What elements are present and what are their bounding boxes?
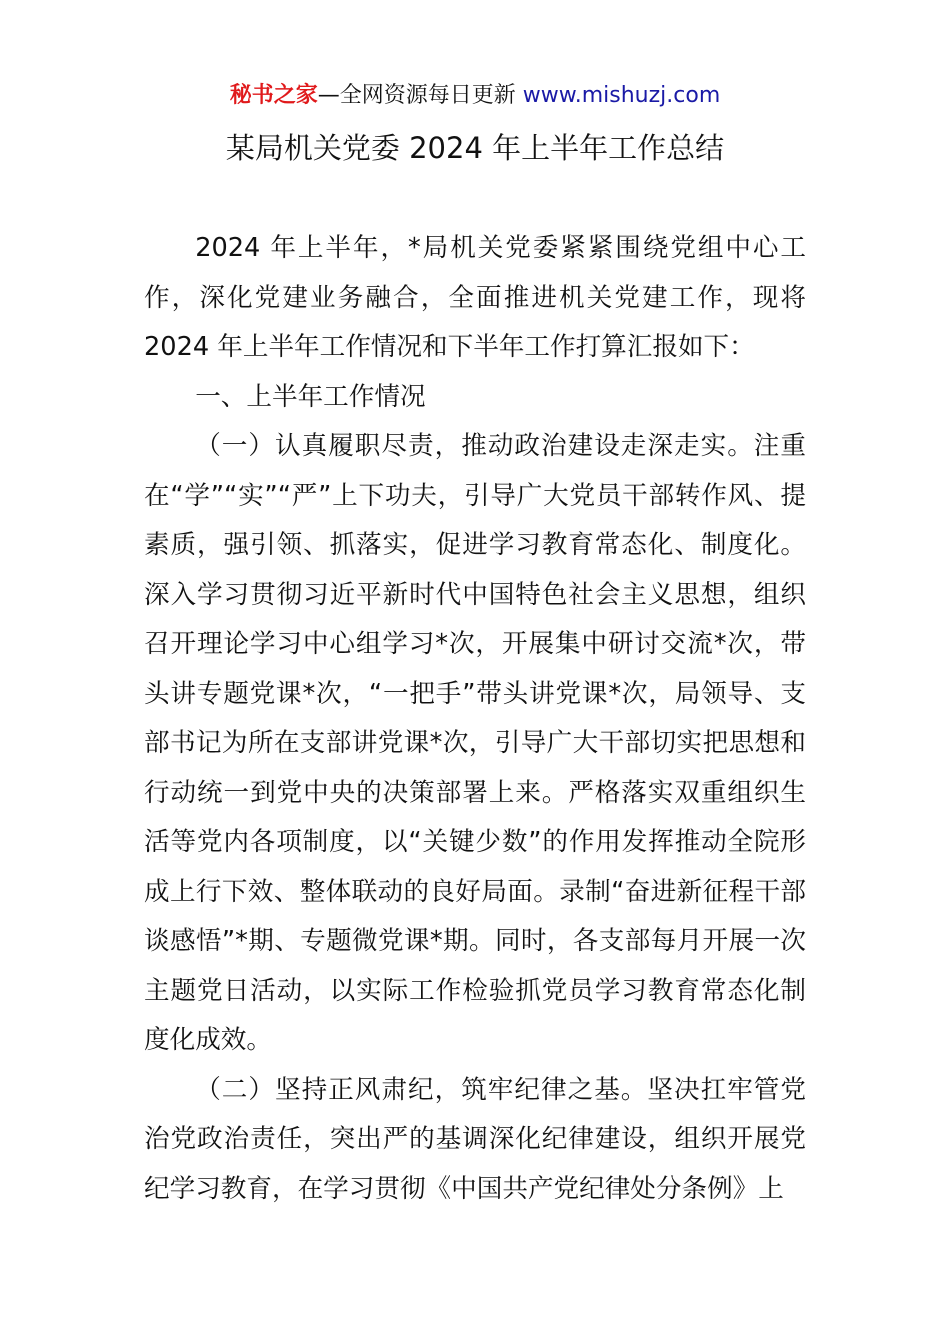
section-heading: 一、上半年工作情况: [195, 381, 426, 412]
paragraph-political-building: （一）认真履职尽责，推动政治建设走深走实。注重在“学”“实”“严”上下功夫，引导广大党员干部转作风、提素质，强引领、抓落实，促进学习教育常态化、制度化。深入学习贯彻习近平新时代中国特色社会主义思想，组织召开理论学习中心组学习*次，开展集中研讨交流*次，带头讲专题党课*次，“一把手”带头讲党课*次，局领导、支部书记为所在支部讲党课*次，引导广大干部切实把思想和行动统一到党中央的决策部署上来。严格落实双重组织生活等党内各项制度，以“关键少数”的作用发挥推动全院形成上行下效、整体联动的良好局面。录制“奋进新征程干部谈感悟”*期、专题微党课*期。同时，各支部每月开展一次主题党日活动，以实际工作检验抓党员学习教育常态化制度化成效。: [144, 431, 806, 1055]
brand-name: 秘书之家: [229, 83, 318, 108]
site-url-link[interactable]: www.mishuzj.com: [522, 83, 721, 108]
document-body: [144, 224, 806, 1214]
header-tagline: —全网资源每日更新: [317, 83, 523, 108]
document-title: 某局机关党委 2024 年上半年工作总结: [225, 131, 725, 165]
paragraph-discipline: （二）坚持正风肃纪，筑牢纪律之基。坚决扛牢管党治党政治责任，突出严的基调深化纪律建设，组织开展党纪学习教育，在学习贯彻《中国共产党纪律处分条例》上: [144, 1074, 806, 1204]
intro-paragraph: 2024 年上半年，*局机关党委紧紧围绕党组中心工作，深化党建业务融合，全面推进机关党建工作，现将 2024 年上半年工作情况和下半年工作打算汇报如下：: [144, 233, 806, 362]
site-watermark-header: [0, 80, 950, 112]
